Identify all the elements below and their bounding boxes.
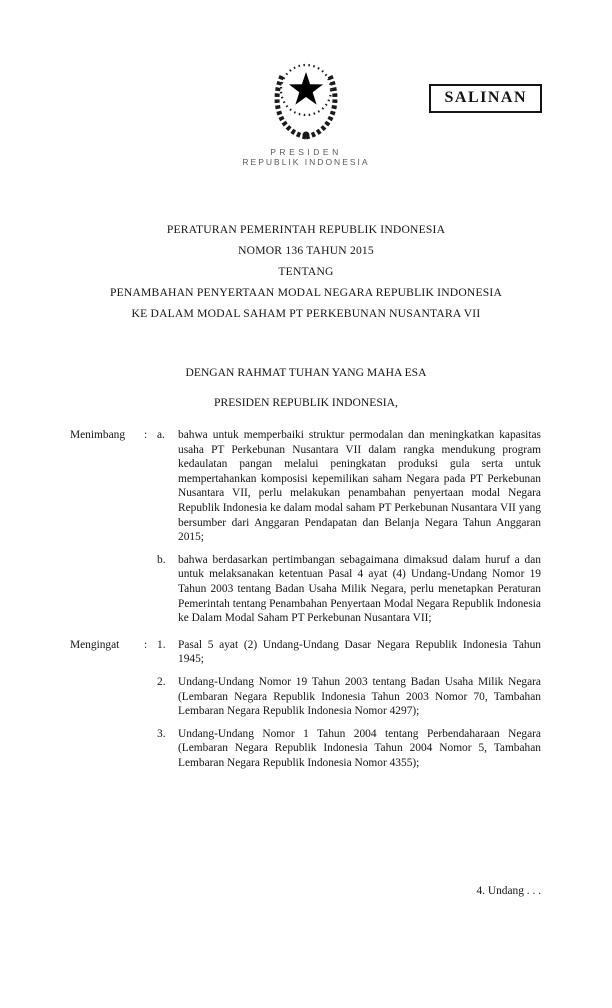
salinan-stamp: [429, 84, 542, 113]
letterhead-presiden: PRESIDEN: [270, 147, 342, 157]
considering-items: [157, 428, 541, 626]
regulation-title: PERATURAN PEMERINTAH REPUBLIK INDONESIA: [166, 223, 446, 236]
considering-clause: [70, 428, 541, 626]
emblem-svg: [266, 56, 346, 142]
enacting-authority-line: PRESIDEN REPUBLIK INDONESIA,: [214, 396, 398, 409]
recalling-colon: :: [144, 638, 148, 651]
considering-colon: :: [144, 429, 148, 441]
regulation-subject-line2: KE DALAM MODAL SAHAM PT PERKEBUNAN NUSANTARA VII: [131, 307, 481, 320]
title-block: [0, 219, 612, 324]
regulation-number: NOMOR 136 TAHUN 2015: [238, 244, 374, 257]
recalling-items: [157, 638, 541, 771]
preamble-clauses: [70, 428, 541, 770]
salinan-stamp-label: SALINAN: [444, 89, 527, 106]
recalling-clause: [70, 638, 541, 771]
recalling-item-1: [157, 638, 541, 667]
recalling-item-3: [157, 727, 541, 771]
invocation-line: DENGAN RAHMAT TUHAN YANG MAHA ESA: [185, 366, 427, 379]
recalling-item-3-text: Undang-Undang Nomor 1 Tahun 2004 tentang Perbendaharaan Negara (Lembaran Negara Republik Indonesia Tahun 2004 Nomor 5, Tambahan Lembaran Negara Republik Indonesia Nomor 4355);: [178, 727, 541, 769]
considering-item-b-marker: b.: [157, 553, 166, 566]
recalling-item-3-marker: 3.: [157, 727, 166, 740]
letterhead-republik-indonesia: REPUBLIK INDONESIA: [242, 157, 370, 167]
considering-item-a-text: bahwa untuk memperbaiki struktur permodalan dan meningkatkan kapasitas usaha PT Perkebunan Nusantara VII dalam rangka mendukung program kedaulatan pangan melalui peningkatan produksi gula serta untuk mempertahankan komposisi kepemilikan saham Negara pada PT Perkebunan Nusantara VII, perlu melakukan penambahan penyertaan modal Negara Republik Indonesia ke dalam modal saham PT Perkebunan Nusantara VII yang bersumber dari Anggaran Pendapatan dan Belanja Negara Tahun Anggaran 2015;: [178, 429, 541, 544]
considering-item-a: [157, 428, 541, 545]
recalling-item-2-text: Undang-Undang Nomor 19 Tahun 2003 tentang Badan Usaha Milik Negara (Lembaran Negara Republik Indonesia Tahun 2003 Nomor 70, Tambahan Lembaran Negara Republik Indonesia Nomor 4297);: [178, 675, 541, 718]
considering-item-a-marker: a.: [157, 429, 165, 441]
regulation-subject-line1: PENAMBAHAN PENYERTAAN MODAL NEGARA REPUBLIK INDONESIA: [109, 286, 503, 299]
presidential-emblem-icon: [266, 56, 346, 142]
page-catchword: 4. Undang . . .: [476, 885, 541, 897]
letterhead: [0, 147, 612, 167]
recalling-item-2: [157, 675, 541, 719]
considering-item-b: [157, 553, 541, 626]
recalling-item-2-marker: 2.: [157, 675, 166, 688]
recalling-item-1-text: Pasal 5 ayat (2) Undang-Undang Dasar Negara Republik Indonesia Tahun 1945;: [178, 638, 541, 666]
recalling-label: Mengingat: [70, 638, 120, 651]
considering-label: Menimbang: [70, 429, 126, 441]
regulation-tentang: TENTANG: [278, 265, 334, 278]
considering-item-b-text: bahwa berdasarkan pertimbangan sebagaimana dimaksud dalam huruf a dan untuk melaksanakan ketentuan Pasal 4 ayat (4) Undang-Undang Nomor 19 Tahun 2003 tentang Badan Usaha Milik Negara, perlu menetapkan Peraturan Pemerintah tentang Penambahan Penyertaan Modal Negara Republik Indonesia ke Dalam Modal Saham PT Perkebunan Nusantara VII;: [178, 553, 541, 625]
recalling-item-1-marker: 1.: [157, 638, 166, 651]
